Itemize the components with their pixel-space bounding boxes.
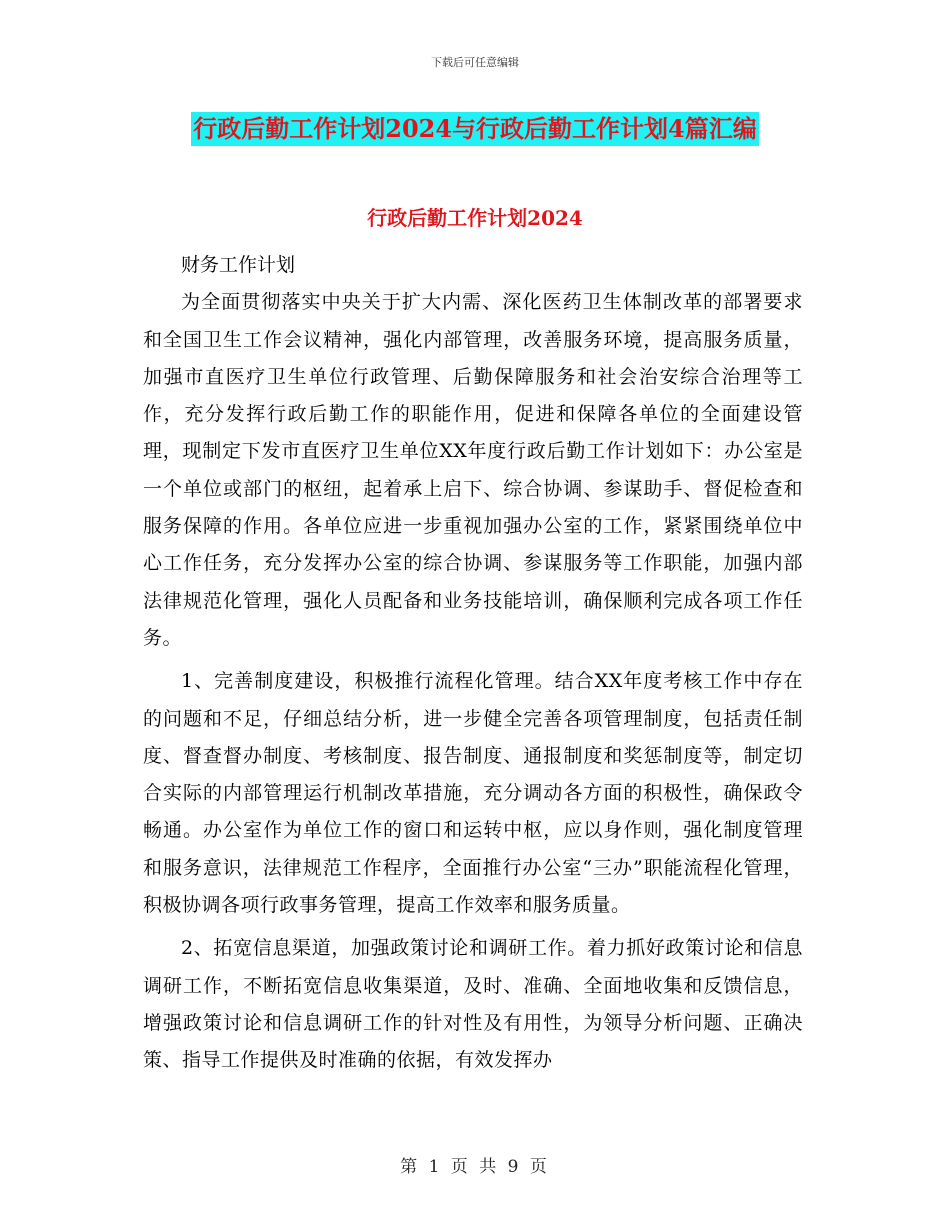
paragraph-intro: 为全面贯彻落实中央关于扩大内需、深化医药卫生体制改革的部署要求和全国卫生工作会议精神，强化内部管理，改善服务环境，提高服务质量，加强市直医疗卫生单位行政管理、后勤保障服务和社会治安综合治理等工作，充分发挥行政后勤工作的职能作用，促进和保障各单位的全面建设管理，现制定下发市直医疗卫生单位XX年度行政后勤工作计划如下：办公室是一个单位或部门的枢纽，起着承上启下、综合协调、参谋助手、督促检查和服务保障的作用。各单位应进一步重视加强办公室的工作，紧紧围绕单位中心工作任务，充分发挥办公室的综合协调、参谋服务等工作职能，加强内部法律规范化管理，强化人员配备和业务技能培训，确保顺利完成各项工作任务。 — [143, 291, 803, 649]
header-note: 下载后可任意编辑 — [431, 56, 519, 69]
sub-title: 行政后勤工作计划2024 — [367, 206, 583, 230]
page-number: 第 1 页 共 9 页 — [400, 1157, 550, 1177]
paragraph-item-2: 2、拓宽信息渠道，加强政策讨论和调研工作。着力抓好政策讨论和信息调研工作，不断拓宽信息收集渠道，及时、准确、全面地收集和反馈信息，增强政策讨论和信息调研工作的针对性及有用性，为领导分析问题、正确决策、指导工作提供及时准确的依据，有效发挥办 — [143, 937, 803, 1072]
main-title: 行政后勤工作计划2024与行政后勤工作计划4篇汇编 — [191, 112, 759, 146]
section-heading: 财务工作计划 — [181, 254, 296, 276]
paragraph-item-1: 1、完善制度建设，积极推行流程化管理。结合XX年度考核工作中存在的问题和不足，仔细总结分析，进一步健全完善各项管理制度，包括责任制度、督查督办制度、考核制度、报告制度、通报制度和奖惩制度等，制定切合实际的内部管理运行机制改革措施，充分调动各方面的积极性，确保政令畅通。办公室作为单位工作的窗口和运转中枢，应以身作则，强化制度管理和服务意识，法律规范工作程序，全面推行办公室“三办”职能流程化管理，积极协调各项行政事务管理，提高工作效率和服务质量。 — [143, 670, 803, 917]
document-body — [143, 247, 803, 1080]
main-title-container — [0, 112, 950, 146]
